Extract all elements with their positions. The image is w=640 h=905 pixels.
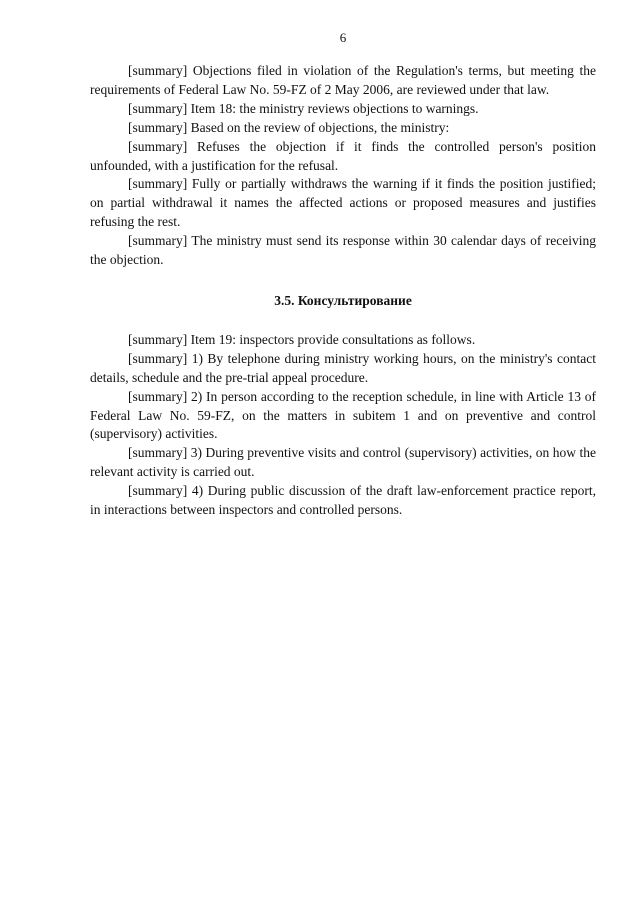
text-block-before [90,62,596,270]
page-number: 6 [339,30,347,45]
paragraph: [summary] Fully or partially withdraws the warning if it finds the position justified; on partial withdrawal it names the affected actions or proposed measures and justifies refusing the rest. [90,176,596,230]
paragraph: [summary] Item 19: inspectors provide consultations as follows. [128,331,476,347]
paragraph: [summary] Objections filed in violation of the Regulation's terms, but meeting the requirements of Federal Law No. 59-FZ of 2 May 2006, are reviewed under that law. [90,63,596,97]
paragraph: [summary] Item 18: the ministry reviews objections to warnings. [128,100,479,116]
paragraph: [summary] 2) In person according to the reception schedule, in line with Article 13 of Federal Law No. 59-FZ, on the matters in subitem 1 and on preventive and control (supervisory) activities. [90,388,596,442]
paragraph: [summary] The ministry must send its response within 30 calendar days of receiving the objection. [90,233,596,268]
text-block-after [90,331,596,520]
document-page [90,30,596,890]
paragraph: [summary] 4) During public discussion of the draft law-enforcement practice report, in interactions between inspectors and controlled persons. [90,483,596,518]
paragraph: [summary] Based on the review of objections, the ministry: [128,119,450,135]
section-heading: 3.5. Консультирование [274,292,412,308]
paragraph: [summary] Refuses the objection if it finds the controlled person's position unfounded, with a justification for the refusal. [90,138,596,173]
paragraph: [summary] 1) By telephone during ministry working hours, on the ministry's contact details, schedule and the pre-trial appeal procedure. [90,350,596,385]
paragraph: [summary] 3) During preventive visits and control (supervisory) activities, on how the relevant activity is carried out. [90,445,596,480]
